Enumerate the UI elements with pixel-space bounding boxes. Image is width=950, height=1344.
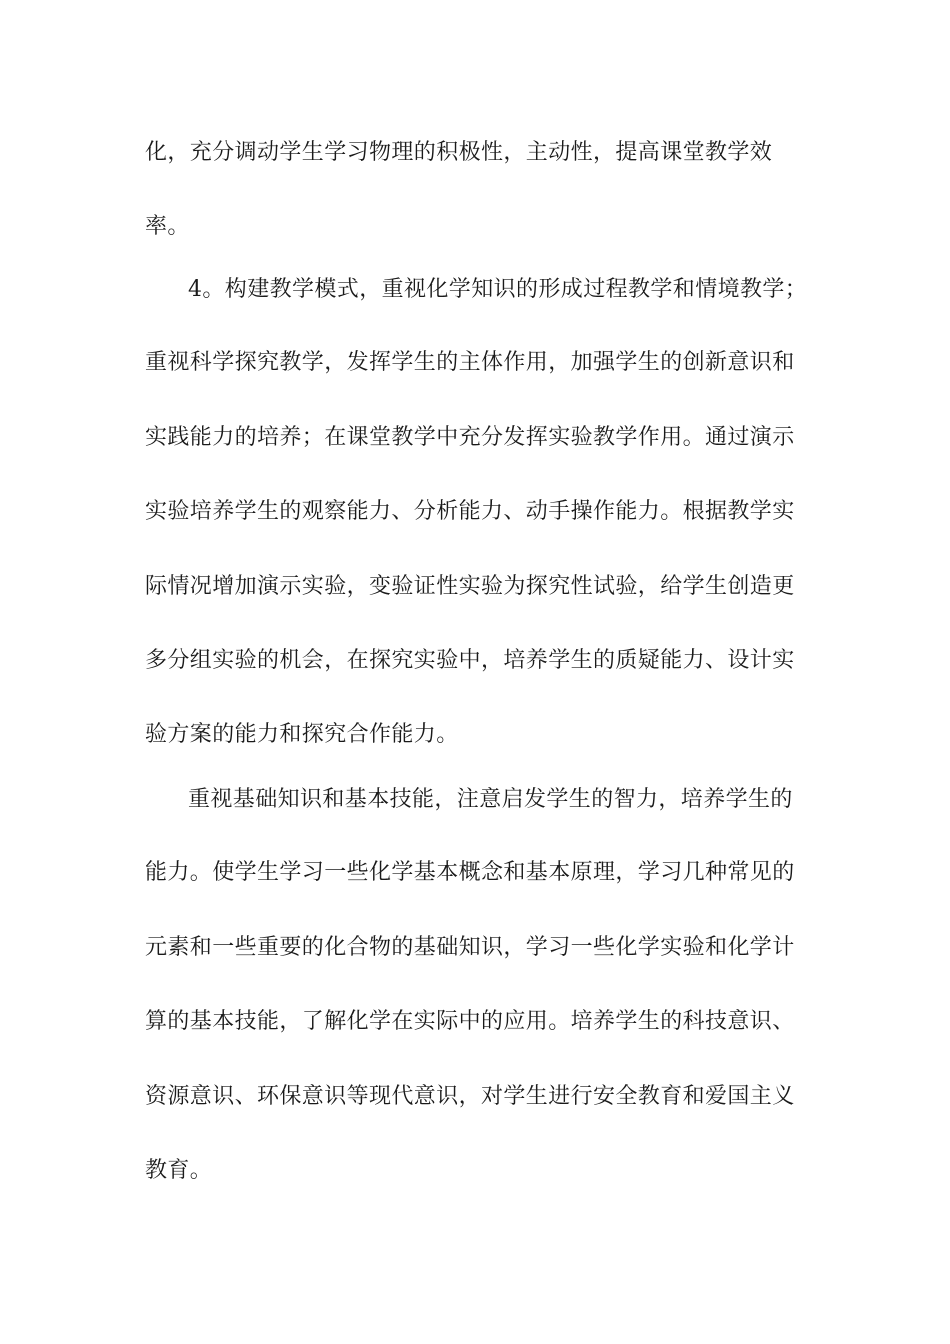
paragraph-2-line-4: 实验培养学生的观察能力、分析能力、动手操作能力。根据教学实 [145, 499, 795, 524]
paragraph-1-line-1: 化，充分调动学生学习物理的积极性，主动性，提高课堂教学效 [145, 140, 773, 165]
paragraph-3-line-6: 教育。 [145, 1158, 213, 1183]
paragraph-2-line-3: 实践能力的培养；在课堂教学中充分发挥实验教学作用。通过演示 [145, 425, 795, 450]
paragraph-2-line-2: 重视科学探究教学，发挥学生的主体作用，加强学生的创新意识和 [145, 350, 795, 375]
paragraph-2-line-7: 验方案的能力和探究合作能力。 [145, 722, 459, 747]
paragraph-3-line-4: 算的基本技能，了解化学在实际中的应用。培养学生的科技意识、 [145, 1009, 795, 1034]
paragraph-2-line-6: 多分组实验的机会，在探究实验中，培养学生的质疑能力、设计实 [145, 648, 795, 673]
paragraph-2-line-5: 际情况增加演示实验，变验证性实验为探究性试验，给学生创造更 [145, 574, 795, 599]
paragraph-3-line-1: 重视基础知识和基本技能，注意启发学生的智力，培养学生的 [188, 787, 793, 812]
paragraph-3-line-3: 元素和一些重要的化合物的基础知识，学习一些化学实验和化学计 [145, 935, 795, 960]
paragraph-3-line-2: 能力。使学生学习一些化学基本概念和基本原理，学习几种常见的 [145, 860, 795, 885]
paragraph-2-line-1: 4。构建教学模式，重视化学知识的形成过程教学和情境教学； [188, 277, 808, 302]
paragraph-1-line-2: 率。 [145, 214, 190, 239]
paragraph-3-line-5: 资源意识、环保意识等现代意识，对学生进行安全教育和爱国主义 [145, 1084, 795, 1109]
